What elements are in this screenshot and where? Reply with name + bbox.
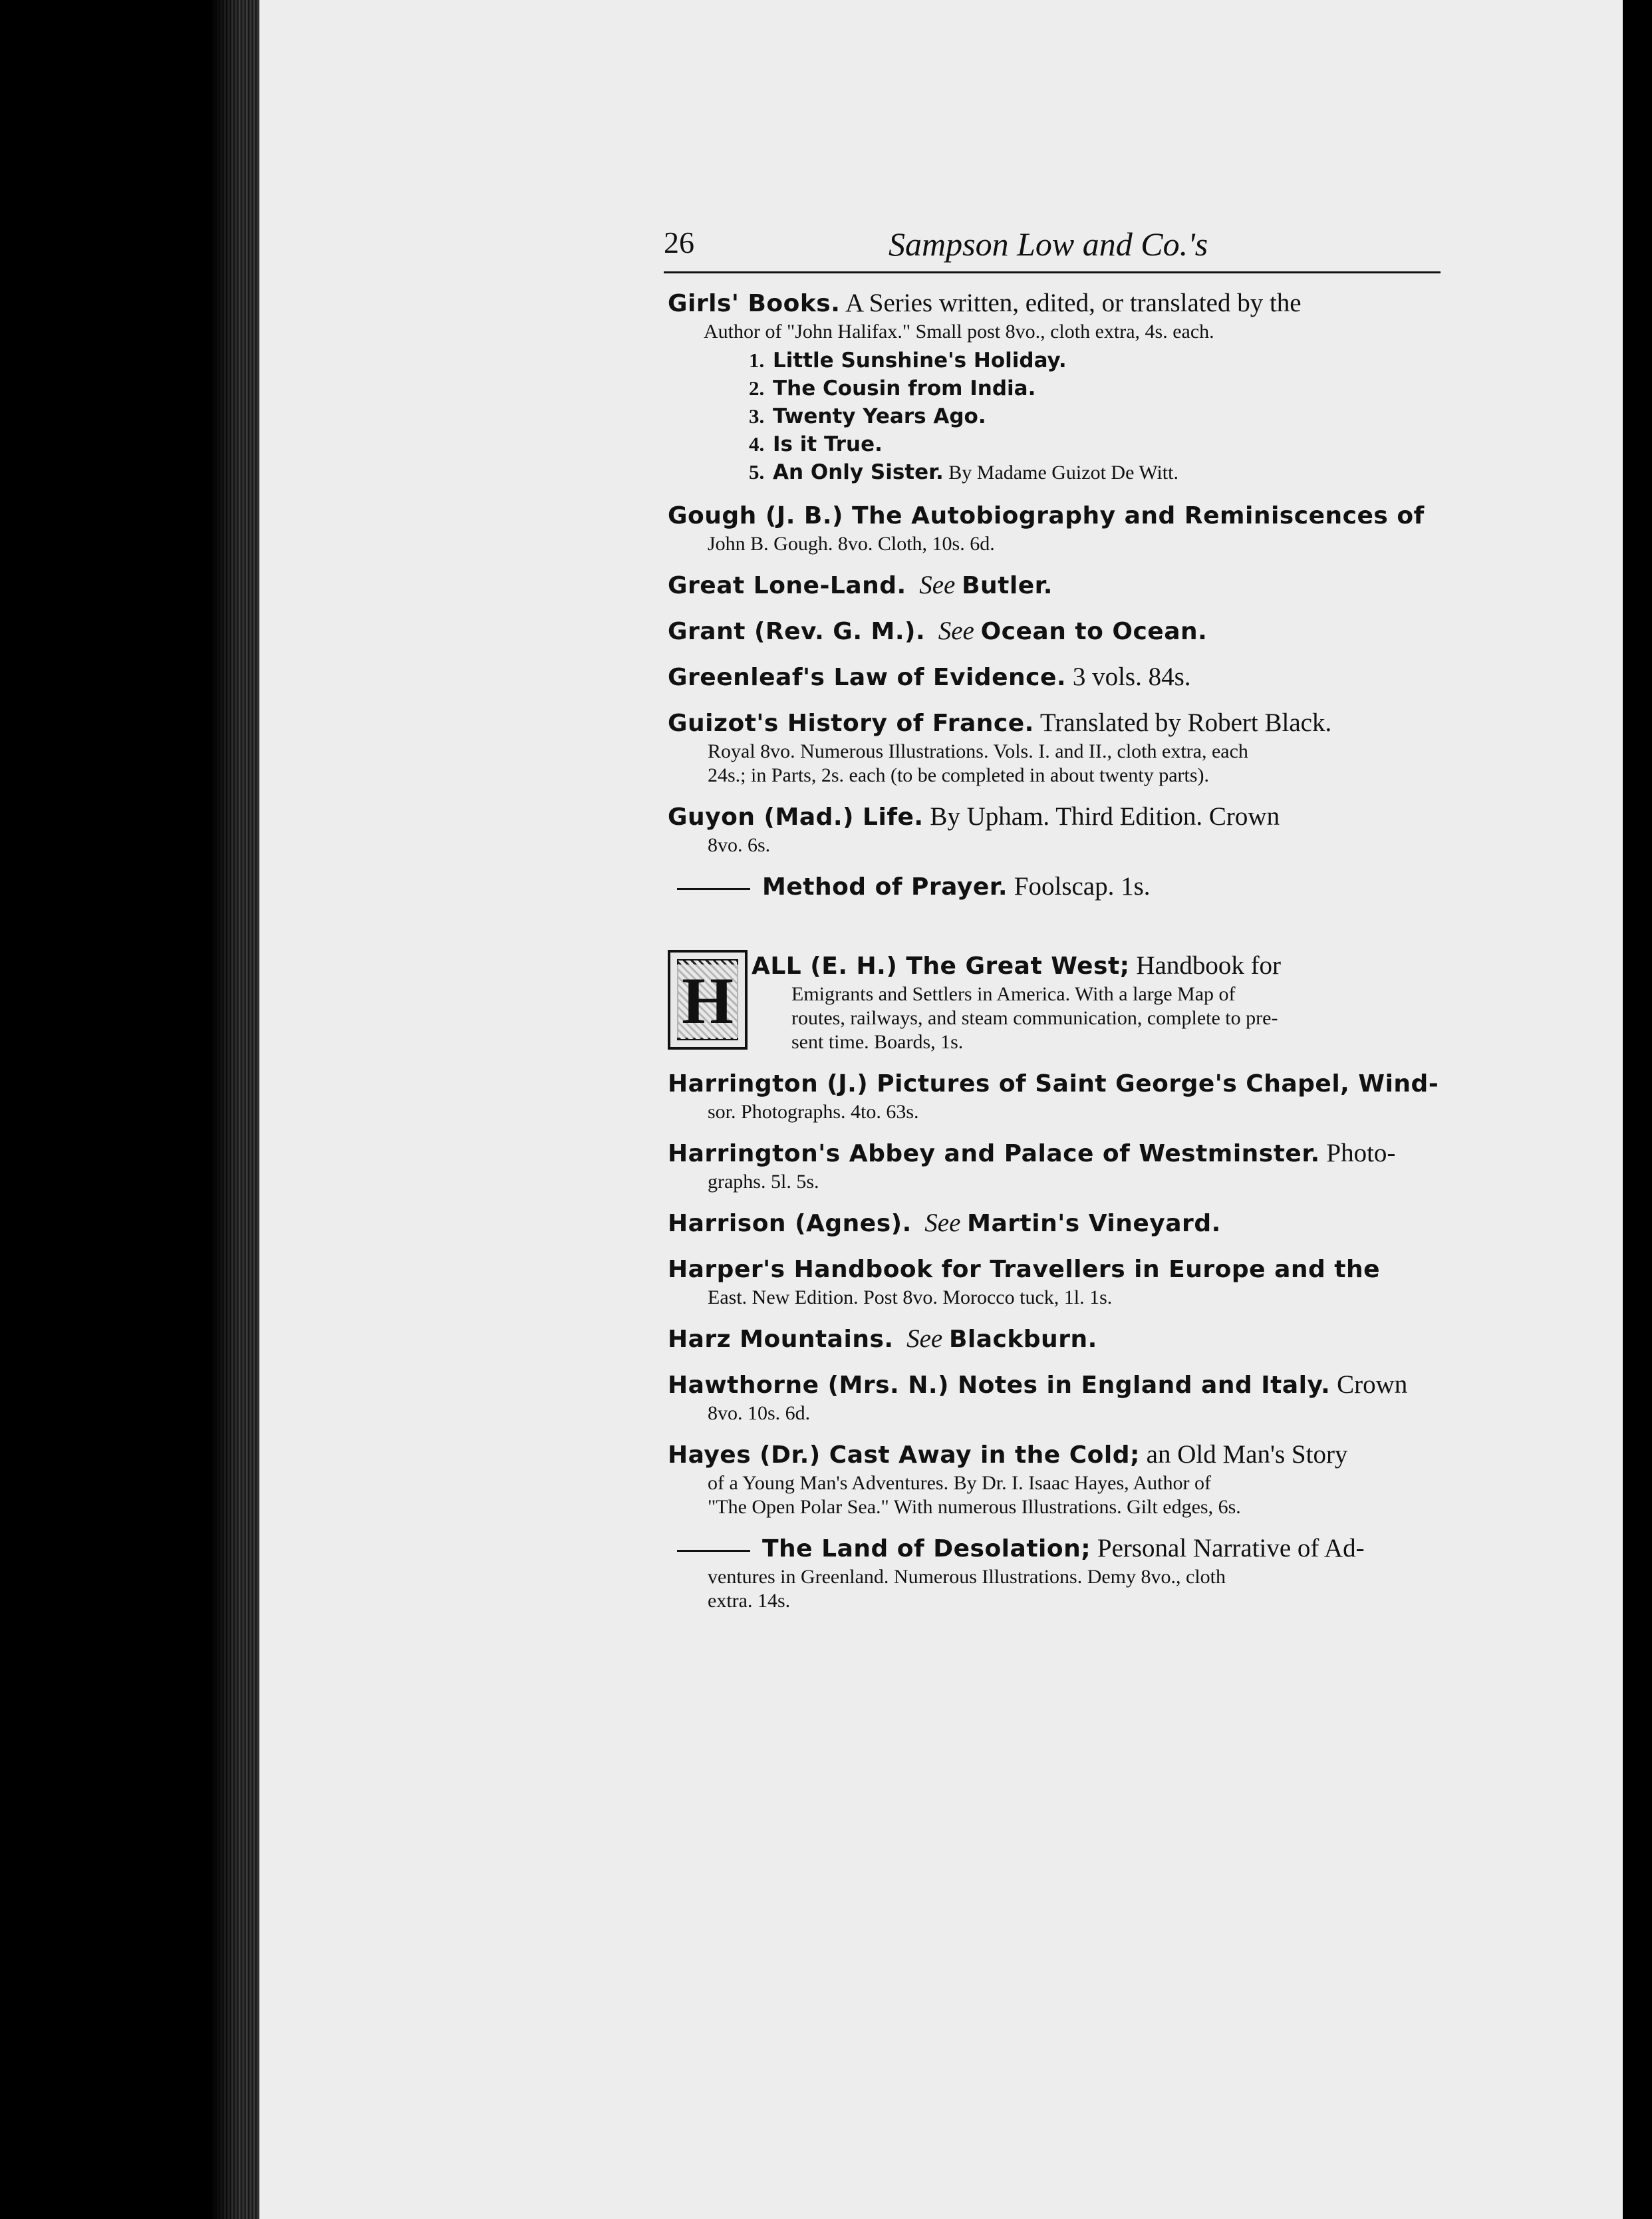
ditto-rule — [677, 1550, 750, 1552]
entry-title: Guyon (Mad.) Life. — [668, 804, 924, 831]
entry-hawthorne — [668, 1369, 1452, 1425]
entry-text: 3 vols. 84s. — [1066, 663, 1191, 691]
entry-text: Translated by Robert Black. — [1033, 708, 1332, 737]
entry-gough — [668, 500, 1452, 556]
entry-title: Gough (J. B.) The Autobiography and Reminiscences of — [668, 502, 1425, 529]
list-item: 1. Little Sunshine's Holiday. — [749, 349, 1067, 372]
ornamental-initial: H — [668, 950, 748, 1050]
entry-harringtons-abbey — [668, 1137, 1452, 1194]
entry-text: Crown — [1330, 1370, 1408, 1399]
ditto-rule — [677, 888, 750, 890]
entry-title: Grant (Rev. G. M.). — [668, 618, 926, 645]
entry-detail: 8vo. 10s. 6d. — [708, 1402, 811, 1424]
entry-land-of-desolation — [668, 1533, 1452, 1613]
entry-title: Harrison (Agnes). — [668, 1210, 912, 1237]
entry-text: Photo- — [1319, 1139, 1396, 1167]
entry-title: Girls' Books. — [668, 290, 841, 317]
entry-detail: John B. Gough. 8vo. Cloth, 10s. 6d. — [708, 533, 995, 555]
header-rule — [664, 271, 1441, 273]
entry-detail: Royal 8vo. Numerous Illustrations. Vols. I. and II., cloth extra, each — [708, 740, 1248, 762]
entry-harrington — [668, 1068, 1452, 1124]
cross-reference: Martin's Vineyard. — [967, 1210, 1221, 1237]
entry-detail: "The Open Polar Sea." With numerous Illustrations. Gilt edges, 6s. — [708, 1496, 1241, 1518]
entry-detail: of a Young Man's Adventures. By Dr. I. Isaac Hayes, Author of — [708, 1472, 1211, 1494]
entry-title: Hawthorne (Mrs. N.) Notes in England and Italy. — [668, 1372, 1331, 1399]
series-list — [668, 347, 1452, 486]
cross-reference: Ocean to Ocean. — [980, 618, 1208, 645]
entry-text: Handbook for — [1129, 951, 1282, 980]
list-item: 4. Is it True. — [749, 432, 883, 456]
entry-guizot — [668, 707, 1452, 788]
entry-title: Harper's Handbook for Travellers in Europe and the — [668, 1256, 1381, 1283]
entry-detail: Author of "John Halifax." Small post 8vo., cloth extra, 4s. each. — [704, 321, 1214, 343]
entry-grant: Grant (Rev. G. M.). See Ocean to Ocean. — [668, 617, 1208, 645]
page-number: 26 — [664, 225, 694, 259]
entry-greenleaf — [668, 661, 1452, 694]
cross-reference: Butler. — [962, 572, 1053, 599]
entry-title: The Land of Desolation; — [762, 1535, 1091, 1562]
entry-title: ALL (E. H.) The Great West; — [752, 953, 1130, 980]
entry-text: Foolscap. 1s. — [1008, 872, 1151, 901]
entry-title: Harz Mountains. — [668, 1326, 894, 1353]
entry-harper — [668, 1253, 1452, 1310]
page-header — [664, 225, 1442, 278]
entry-guyon — [668, 801, 1452, 857]
entry-detail: graphs. 5l. 5s. — [708, 1171, 819, 1193]
entry-text: Personal Narrative of Ad- — [1091, 1534, 1365, 1562]
catalogue-listing — [668, 287, 1452, 1626]
entry-hall — [668, 950, 1452, 1054]
entry-method-of-prayer — [668, 871, 1452, 903]
list-item: 3. Twenty Years Ago. — [749, 404, 986, 428]
entry-title: Method of Prayer. — [762, 873, 1008, 901]
entry-detail: sor. Photographs. 4to. 63s. — [708, 1101, 919, 1123]
entry-hayes — [668, 1439, 1452, 1519]
list-item: 2. The Cousin from India. — [749, 376, 1036, 400]
entry-detail: extra. 14s. — [708, 1590, 791, 1612]
entry-girls-books — [668, 287, 1452, 486]
entry-detail: routes, railways, and steam communication, complete to pre- — [791, 1007, 1278, 1029]
scan-right-border — [1623, 0, 1652, 2219]
entry-detail: East. New Edition. Post 8vo. Morocco tuck, 1l. 1s. — [708, 1286, 1113, 1308]
scan-shadow — [0, 0, 239, 2219]
entry-title: Harrington (J.) Pictures of Saint George's Chapel, Wind- — [668, 1070, 1439, 1098]
entry-text: an Old Man's Story — [1139, 1440, 1348, 1469]
entry-detail: 24s.; in Parts, 2s. each (to be completed in about twenty parts). — [708, 764, 1209, 786]
list-item: 5. An Only Sister. By Madame Guizot De Witt. — [749, 460, 1178, 484]
entry-harrison: Harrison (Agnes). See Martin's Vineyard. — [668, 1209, 1221, 1237]
entry-detail: ventures in Greenland. Numerous Illustrations. Demy 8vo., cloth — [708, 1566, 1226, 1588]
cross-reference: Blackburn. — [948, 1326, 1097, 1353]
entry-detail: Emigrants and Settlers in America. With a large Map of — [791, 983, 1236, 1005]
entry-title: Guizot's History of France. — [668, 710, 1034, 737]
entry-title: Great Lone-Land. — [668, 572, 906, 599]
entry-detail: sent time. Boards, 1s. — [791, 1031, 964, 1053]
entry-text: By Upham. Third Edition. Crown — [923, 802, 1280, 831]
entry-title: Greenleaf's Law of Evidence. — [668, 664, 1067, 691]
entry-title: Hayes (Dr.) Cast Away in the Cold; — [668, 1441, 1140, 1469]
entry-title: Harrington's Abbey and Palace of Westminster. — [668, 1140, 1320, 1167]
running-head: Sampson Low and Co.'s — [889, 225, 1208, 263]
entry-text: A Series written, edited, or translated by the — [840, 289, 1302, 317]
entry-detail: 8vo. 6s. — [708, 834, 771, 856]
entry-great-lone-land: Great Lone-Land. See Butler. — [668, 571, 1053, 599]
entry-harz: Harz Mountains. See Blackburn. — [668, 1324, 1097, 1353]
